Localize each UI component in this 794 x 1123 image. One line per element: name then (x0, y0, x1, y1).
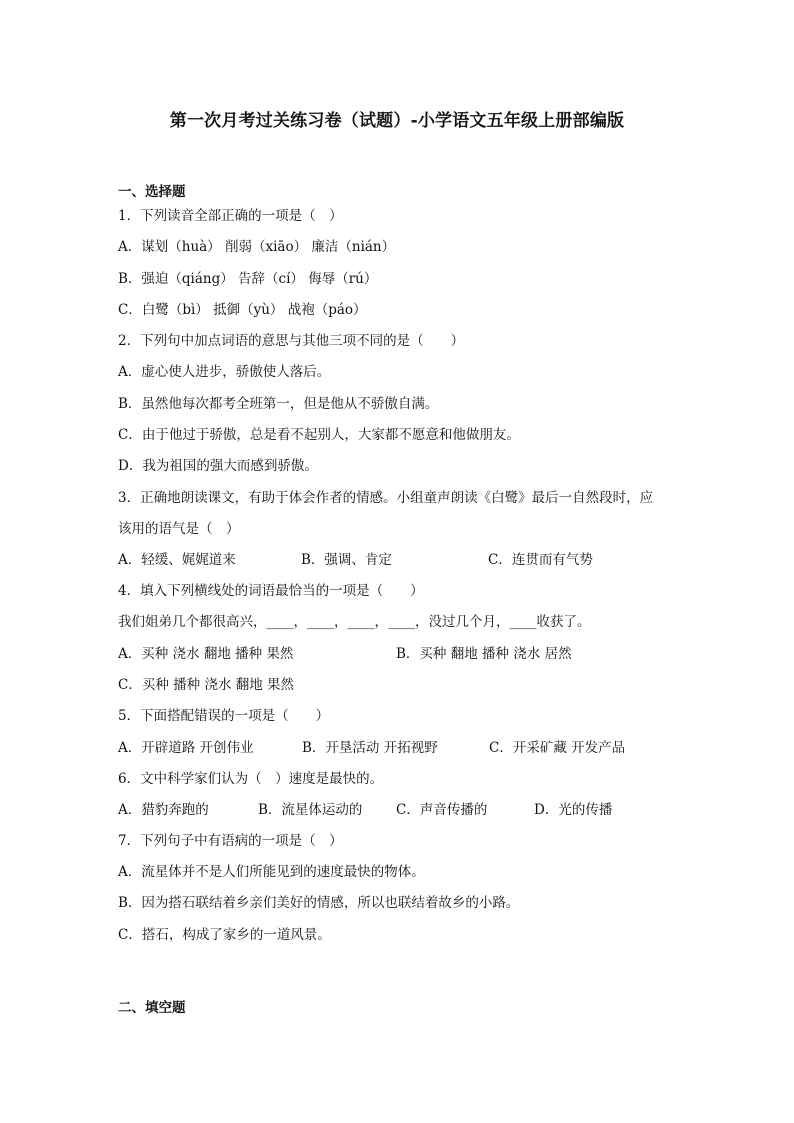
question-6-option-c: C．声音传播的 (396, 802, 488, 818)
question-5-stem: 5．下面搭配错误的一项是（ ） (118, 708, 330, 724)
question-4-passage: 我们姐弟几个都很高兴，____，____，____，____，没过几个月，____收获了。 (118, 614, 591, 630)
question-4-option-a: A．买种 浇水 翻地 播种 果然 (118, 646, 294, 662)
question-7-option-a: A．流星体并不是人们所能见到的速度最快的物体。 (118, 864, 425, 880)
question-3-stem-line-1: 3．正确地朗读课文，有助于体会作者的情感。小组童声朗读《白鹭》最后一自然段时，应 (118, 490, 654, 506)
question-5-option-a: A．开辟道路 开创伟业 (118, 740, 254, 756)
question-1-option-a: A．谋划（huà） 削弱（xiāo） 廉洁（nián） (118, 239, 396, 255)
document-title: 第一次月考过关练习卷（试题）-小学语文五年级上册部编版 (169, 111, 625, 131)
question-5-option-c: C．开采矿藏 开发产品 (489, 740, 626, 756)
question-5-option-b: B．开垦活动 开拓视野 (302, 740, 438, 756)
question-2-stem: 2．下列句中加点词语的意思与其他三项不同的是（ ） (118, 333, 465, 349)
question-3-option-c: C．连贯而有气势 (488, 552, 593, 568)
question-1-stem: 1．下列读音全部正确的一项是（ ） (118, 208, 343, 224)
section-heading-choice: 一、选择题 (118, 184, 186, 200)
question-7-option-c: C．搭石，构成了家乡的一道风景。 (118, 927, 331, 943)
question-4-stem: 4．填入下列横线处的词语最恰当的一项是（ ） (118, 583, 424, 599)
question-6-stem: 6．文中科学家们认为（ ）速度是最快的。 (118, 771, 384, 787)
question-7-option-b: B．因为搭石联结着乡亲们美好的情感，所以也联结着故乡的小路。 (118, 895, 520, 911)
question-4-option-c: C．买种 播种 浇水 翻地 果然 (118, 677, 294, 693)
question-6-option-b: B．流星体运动的 (258, 802, 363, 818)
question-2-option-d: D．我为祖国的强大而感到骄傲。 (118, 458, 318, 474)
question-2-option-b: B．虽然他每次都考全班第一，但是他从不骄傲自满。 (118, 396, 439, 412)
question-1-option-b: B．强迫（qiáng） 告辞（cí） 侮辱（rú） (118, 271, 378, 287)
question-3-stem-line-2: 该用的语气是（ ） (118, 521, 240, 537)
question-2-option-a: A．虚心使人进步，骄傲使人落后。 (118, 364, 331, 380)
question-7-stem: 7．下列句子中有语病的一项是（ ） (118, 833, 343, 849)
section-heading-fill: 二、填空题 (118, 1000, 186, 1016)
question-1-option-c: C．白鹭（bì） 抵御（yù） 战袍（páo） (118, 302, 367, 318)
question-3-option-a: A．轻缓、娓娓道来 (118, 552, 236, 568)
question-6-option-d: D．光的传播 (534, 802, 613, 818)
question-2-option-c: C．由于他过于骄傲，总是看不起别人，大家都不愿意和他做朋友。 (118, 427, 520, 443)
question-6-option-a: A．猎豹奔跑的 (118, 802, 209, 818)
question-3-option-b: B．强调、肯定 (301, 552, 392, 568)
question-4-option-b: B．买种 翻地 播种 浇水 居然 (396, 646, 572, 662)
